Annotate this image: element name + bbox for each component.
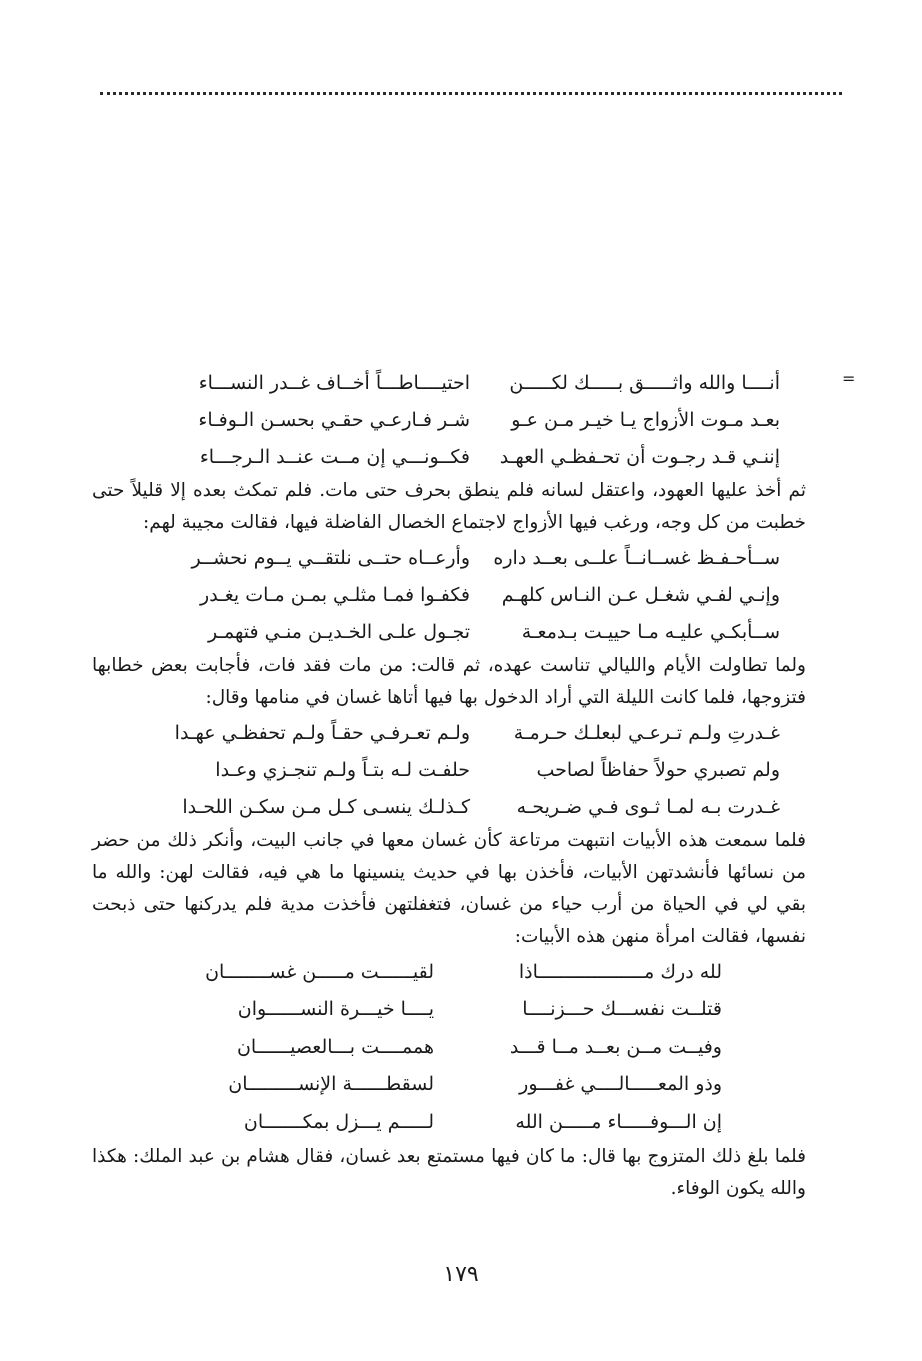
margin-mark: = [842, 369, 856, 388]
verse-line [92, 1028, 806, 1066]
first-hemistich: وإنـي لفـي شغـل عـن النـاس كلهـم [501, 583, 780, 606]
page-body [92, 364, 806, 1205]
second-hemistich: فكــونـــي إن مــت عنــد الـرجـــاء [199, 445, 470, 468]
poem-4 [92, 953, 806, 1141]
first-hemistich: ســأبكـي عليـه مـا حييـت بـدمعـة [521, 620, 780, 643]
first-hemistich: غـدرت بـه لمـا ثـوى فـي ضـريحـه [516, 795, 780, 818]
first-hemistich: إن الـــوفـــــاء مـــــن الله [515, 1110, 722, 1133]
verse-line [92, 401, 806, 438]
first-hemistich: ســأحـفـظ غســانــاً علــى بعــد داره [493, 546, 780, 569]
poem-3 [92, 714, 806, 825]
verse-line [92, 576, 806, 613]
second-hemistich: يــــا خيـــرة النســــــوان [237, 998, 434, 1021]
prose-paragraph: فلما بلغ ذلك المتزوج بها قال: ما كان فيها مستمتع بعد غسان، فقال هشام بن عبد الملك: هكذا والله يكون الوفاء. [92, 1145, 806, 1199]
verse-line [92, 788, 806, 825]
verse-line [92, 539, 806, 576]
verse-line [92, 1066, 806, 1104]
prose-paragraph: فلما سمعت هذه الأبيات انتبهت مرتاعة كأن غسان معها في جانب البيت، وأنكر ذلك من حضر من نسائها فأنشدتهن الأبيات، فأخذن بها في حديث ينسينها ما هي فيه، فقالت لهن: والله ما بقي لي في الحياة من أرب حياء من غسان، فتغفلتهن فأخذت مدية فلم يدركنها حتى ذبحت نفسها، فقالت امرأة منهن هذه الأبيات: [92, 830, 806, 947]
first-hemistich: أنــــا والله واثـــــق بـــــك لكـــــن [509, 371, 780, 394]
poem-1 [92, 364, 806, 475]
poem-2 [92, 539, 806, 650]
second-hemistich: احتيــــاطـــاً أخــاف غــدر النســـاء [198, 371, 470, 394]
second-hemistich: لسقطــــــة الإنســـــــــان [228, 1073, 434, 1096]
verse-line [92, 364, 806, 401]
second-hemistich: لـــــم يـــزل بمكـــــــان [243, 1110, 434, 1133]
second-hemistich: حلفـت لـه بتـاً ولـم تنجـزي وعـدا [215, 758, 470, 781]
dotted-separator [100, 92, 842, 95]
first-hemistich: لله درك مـــــــــــــــــــاذا [518, 960, 722, 983]
first-hemistich: وذو المعـــــالــــي غفـــور [519, 1073, 722, 1096]
second-hemistich: ولـم تعـرفـي حقـاً ولـم تحفظـي عهـدا [174, 721, 470, 744]
page-number: ١٧٩ [443, 1262, 479, 1287]
second-hemistich: شـر فـارعـي حقـي بحسـن الـوفـاء [198, 408, 470, 431]
second-hemistich: وأرعــاه حتــى نلتقــي يــوم نحشــر [191, 546, 470, 569]
second-hemistich: كـذلـك ينسـى كـل مـن سكـن اللحـدا [182, 795, 470, 818]
first-hemistich: غـدرتِ ولـم تـرعـي لبعلـك حـرمـة [513, 721, 780, 744]
verse-line [92, 953, 806, 991]
verse-line [92, 714, 806, 751]
second-hemistich: لقيــــــت مـــــن غســــــــان [205, 960, 434, 983]
verse-line [92, 991, 806, 1029]
second-hemistich: فكفـوا فمـا مثلـي بمـن مـات يغـدر [200, 583, 470, 606]
verse-line [92, 1103, 806, 1141]
verse-line [92, 438, 806, 475]
prose-paragraph: ولما تطاولت الأيام والليالي تناست عهده، ثم قالت: من مات فقد فات، فأجابت بعض خطابها فتزوجها، فلما كانت الليلة التي أراد الدخول بها فيها أتاها غسان في منامها وقال: [92, 655, 806, 708]
first-hemistich: ولم تصبري حولاً حفاظاً لصاحب [536, 758, 780, 781]
second-hemistich: تجـول علـى الخـديـن منـي فتهمـر [207, 620, 470, 643]
verse-line [92, 751, 806, 788]
prose-paragraph: ثم أخذ عليها العهود، واعتقل لسانه فلم ينطق بحرف حتى مات. فلم تمكث بعده إلا قليلاً حتى خطبت من كل وجه، ورغب فيها الأزواج لاجتماع الخصال الفاضلة فيها، فقالت مجيبة لهم: [92, 480, 806, 533]
first-hemistich: قتلــت نفســـك حـــزنــــا [522, 998, 722, 1021]
first-hemistich: إننـي قـد رجـوت أن تحـفظـي العهـد [499, 445, 780, 468]
first-hemistich: بعـد مـوت الأزواج يـا خيـر مـن عـو [511, 408, 780, 431]
first-hemistich: وفيــت مــن بعــد مــا قـــد [509, 1035, 722, 1058]
verse-line [92, 613, 806, 650]
second-hemistich: هممــــت بـــالعصيــــــان [236, 1035, 434, 1058]
